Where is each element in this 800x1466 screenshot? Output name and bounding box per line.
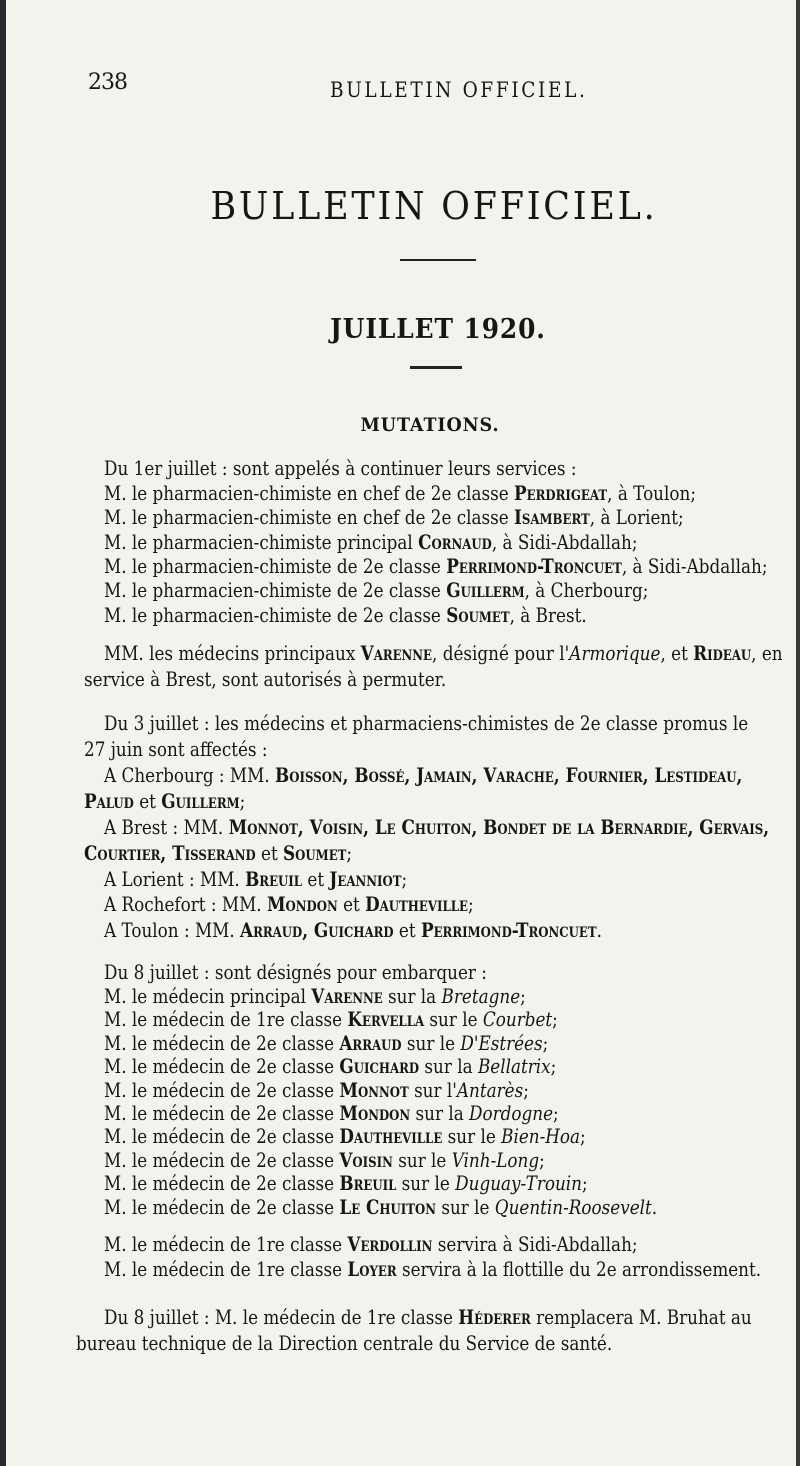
item-text: sur la — [419, 1054, 478, 1079]
block3-cherbourg-cont: Palud et Guillerm; — [84, 789, 246, 813]
ship-name: Quentin-Roosevelt — [494, 1194, 652, 1219]
item-text: sur le — [396, 1171, 456, 1196]
item-text: ; — [581, 1171, 588, 1196]
person-name: Voisin — [339, 1147, 393, 1172]
item-text: M. le pharmacien-chimiste en chef de 2e classe — [104, 505, 515, 530]
block4-item — [104, 1054, 556, 1078]
person-name: Verdollin — [347, 1232, 433, 1256]
block4-item — [104, 1124, 586, 1148]
item-text: M. le médecin de 2e classe — [104, 1171, 340, 1196]
person-name: Isambert — [514, 505, 590, 530]
person-name: Soumet — [446, 602, 510, 627]
person-name: Perdrigeat — [514, 481, 608, 505]
person-name: Mondon — [339, 1101, 411, 1125]
item-text: ; — [523, 1077, 529, 1102]
item-text: , à Toulon; — [607, 481, 696, 505]
item-text: ; — [552, 1007, 558, 1032]
block4-item — [104, 1031, 548, 1055]
person-name: Varenne — [311, 984, 383, 1008]
item-text: M. le médecin de 2e classe — [104, 1054, 340, 1079]
block3-cherbourg: A Cherbourg : MM. Boisson, Bossé, Jamain, Varache, Fournier, Lestideau, — [104, 763, 743, 787]
person-name: Guillerm — [446, 578, 525, 603]
block1-intro: Du 1er juillet : sont appelés à continuer leurs services : — [104, 456, 577, 480]
month-heading: JUILLET 1920. — [330, 314, 546, 345]
block1-item — [104, 481, 696, 505]
item-text: M. le pharmacien-chimiste de 2e classe — [104, 578, 447, 603]
item-text: ; — [520, 984, 526, 1008]
block6-line2: bureau technique de la Direction centrale du Service de santé. — [76, 1331, 613, 1355]
block4-item — [104, 1078, 529, 1102]
person-name: Cornaud — [418, 529, 492, 554]
page-number: 238 — [88, 70, 127, 95]
item-text: sur le — [442, 1124, 502, 1149]
item-text: sur la — [410, 1101, 470, 1125]
item-text: servira à la flottille du 2e arrondissement. — [396, 1257, 762, 1281]
person-name: Dautheville — [339, 1124, 443, 1149]
title-rule — [400, 259, 476, 261]
block4-item — [104, 1007, 558, 1031]
block3-line1: Du 3 juillet : les médecins et pharmaciens-chimistes de 2e classe promus le — [104, 711, 749, 735]
scan-edge-left — [0, 0, 6, 1466]
page-title: BULLETIN OFFICIEL. — [210, 184, 658, 228]
item-text: M. le médecin de 1re classe — [104, 1232, 348, 1256]
block3-toulon: A Toulon : MM. Arraud, Guichard et Perrimond-Troncuet. — [104, 918, 602, 942]
ship-name: Bretagne — [441, 984, 521, 1008]
block1-item — [104, 603, 587, 627]
ship-name: Antarès — [456, 1077, 524, 1102]
person-name: Perrimond-Troncuet — [446, 553, 622, 578]
item-text: M. le médecin de 2e classe — [104, 1077, 340, 1102]
item-text: M. le pharmacien-chimiste principal — [104, 529, 419, 554]
item-text: ; — [550, 1054, 557, 1079]
item-text: , à Cherbourg; — [524, 578, 649, 603]
item-text: sur l' — [408, 1077, 457, 1102]
block3-line2: 27 juin sont affectés : — [84, 737, 268, 761]
item-text: sur le — [435, 1194, 495, 1219]
person-name: Kervella — [347, 1007, 425, 1032]
person-name: Arraud — [339, 1030, 402, 1055]
item-text: servira à Sidi-Abdallah; — [432, 1232, 638, 1256]
person-name: Breuil — [339, 1171, 397, 1196]
month-rule — [410, 366, 462, 369]
item-text: M. le médecin de 2e classe — [104, 1147, 340, 1172]
item-text: , à Sidi-Abdallah; — [621, 553, 768, 578]
ship-name: Duguay-Trouin — [455, 1171, 582, 1196]
item-text: ; — [542, 1030, 549, 1055]
item-text: , à Sidi-Abdallah; — [491, 529, 638, 554]
block2-line2: service à Brest, sont autorisés à permuter. — [84, 667, 447, 691]
block4-item — [104, 1195, 657, 1219]
block3-brest-cont: Courtier, Tisserand et Soumet; — [84, 841, 353, 865]
person-name: Guichard — [339, 1054, 420, 1079]
item-text: M. le médecin principal — [104, 984, 312, 1008]
item-text: M. le médecin de 2e classe — [104, 1101, 340, 1125]
item-text: M. le pharmacien-chimiste de 2e classe — [104, 602, 447, 627]
item-text: . — [651, 1194, 658, 1219]
person-name: Le Chuiton — [339, 1194, 436, 1219]
block3-lorient: A Lorient : MM. Breuil et Jeanniot; — [104, 867, 408, 891]
block3-rochefort: A Rochefort : MM. Mondon et Dautheville; — [104, 892, 474, 916]
block4-item — [104, 984, 526, 1008]
ship-name: Vinh-Long — [451, 1147, 540, 1172]
item-text: M. le médecin de 1re classe — [104, 1007, 348, 1032]
block5-item — [104, 1257, 761, 1281]
item-text: M. le médecin de 2e classe — [104, 1124, 340, 1149]
block5-item — [104, 1232, 638, 1256]
person-name: Monnot — [339, 1077, 409, 1102]
block3-brest: A Brest : MM. Monnot, Voisin, Le Chuiton, Bondet de la Bernardie, Gervais, — [104, 815, 770, 839]
ship-name: D'Estrées — [460, 1030, 543, 1055]
section-heading: MUTATIONS. — [360, 414, 500, 436]
block4-item — [104, 1101, 559, 1125]
item-text: , à Lorient; — [589, 505, 684, 530]
running-head: BULLETIN OFFICIEL. — [330, 78, 588, 102]
ship-name: Bellatrix — [477, 1054, 551, 1079]
item-text: M. le pharmacien-chimiste en chef de 2e classe — [104, 481, 515, 505]
block4-intro: Du 8 juillet : sont désignés pour embarquer : — [104, 960, 487, 984]
ship-name: Courbet — [482, 1007, 553, 1032]
item-text: ; — [539, 1147, 545, 1172]
item-text: ; — [553, 1101, 559, 1125]
item-text: M. le médecin de 1re classe — [104, 1257, 348, 1281]
item-text: sur la — [382, 984, 442, 1008]
item-text: sur le — [392, 1147, 452, 1172]
item-text: sur le — [424, 1007, 483, 1032]
block1-item — [104, 530, 637, 554]
person-name: Loyer — [347, 1257, 397, 1281]
item-text: ; — [580, 1124, 586, 1149]
block1-item — [104, 578, 648, 602]
item-text: M. le pharmacien-chimiste de 2e classe — [104, 553, 447, 578]
block1-item — [104, 554, 767, 578]
block6-line1: Du 8 juillet : M. le médecin de 1re classe Héderer remplacera M. Bruhat au — [104, 1305, 752, 1329]
block2-line1: MM. les médecins principaux Varenne, désigné pour l'Armorique, et Rideau, en — [104, 641, 783, 665]
block4-item — [104, 1148, 545, 1172]
item-text: , à Brest. — [509, 602, 587, 627]
item-text: sur le — [401, 1030, 461, 1055]
item-text: M. le médecin de 2e classe — [104, 1194, 340, 1219]
block1-item — [104, 505, 684, 529]
ship-name: Dordogne — [469, 1101, 554, 1125]
block4-item — [104, 1171, 588, 1195]
ship-name: Bien-Hoa — [501, 1124, 581, 1149]
item-text: M. le médecin de 2e classe — [104, 1030, 340, 1055]
